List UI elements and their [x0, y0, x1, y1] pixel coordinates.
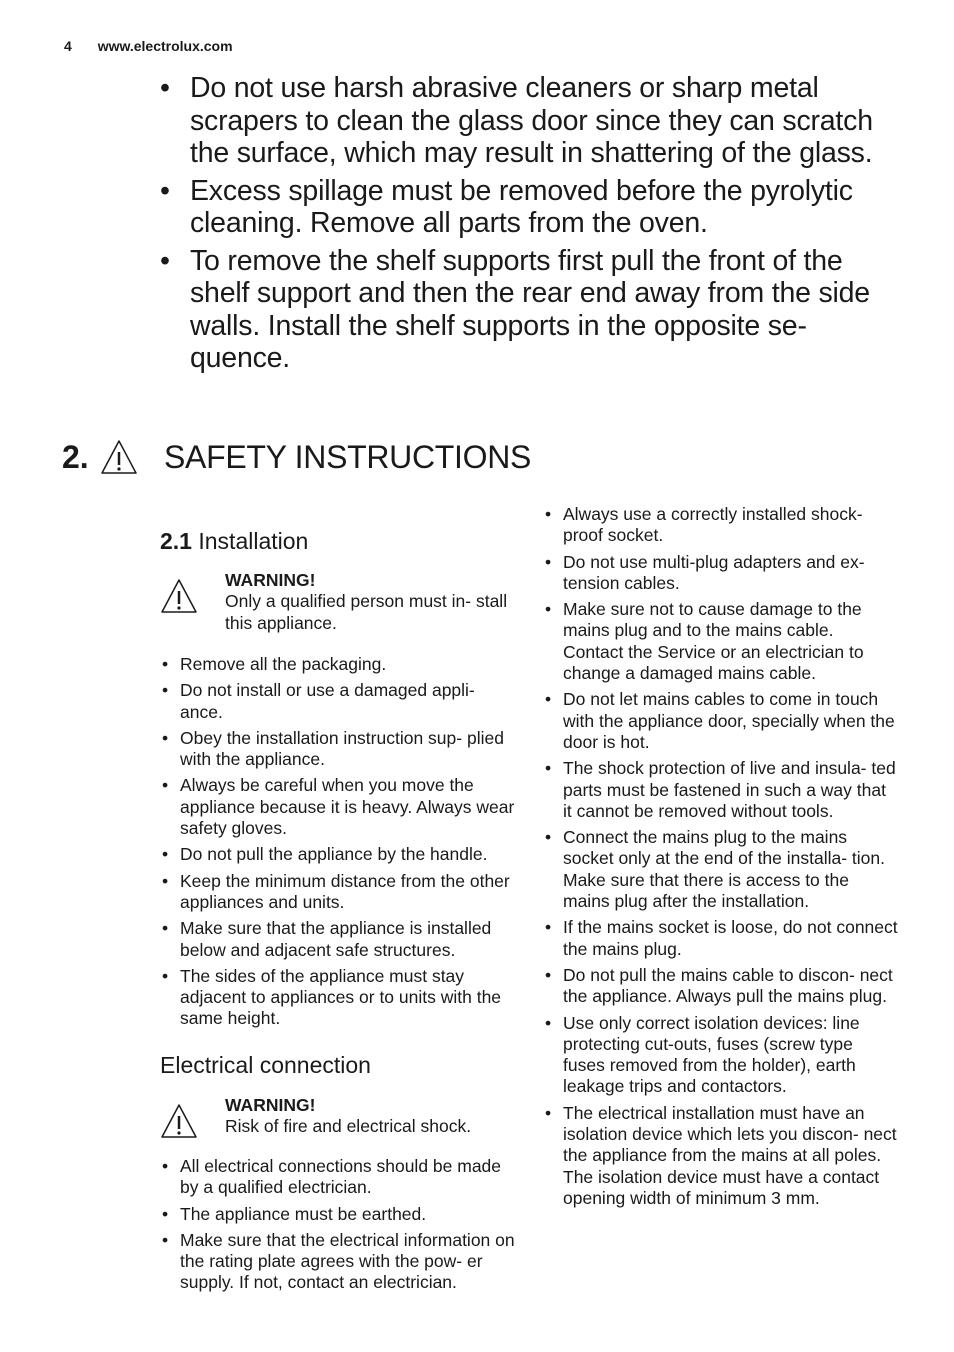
- list-item: • Do not use harsh abrasive cleaners or sharp metal scrapers to clean the glass door since they can scratch the surface, which may result in shattering of the glass.: [160, 72, 900, 170]
- list-item: • Do not pull the appliance by the handle.: [160, 844, 520, 865]
- list-item: • The sides of the appliance must stay adjacent to appliances or to units with the same height.: [160, 966, 520, 1030]
- list-item: • The shock protection of live and insula- ted parts must be fastened in such a way that it cannot be removed without tools.: [543, 758, 898, 822]
- list-item: • Do not let mains cables to come in touch with the appliance door, specially when the door is hot.: [543, 689, 898, 753]
- subsection-title: Installation: [198, 528, 309, 554]
- list-item: • Keep the minimum distance from the other appliances and units.: [160, 871, 520, 914]
- list-item: • Remove all the packaging.: [160, 654, 520, 675]
- list-item: • Always be careful when you move the appliance because it is heavy. Always wear safety gloves.: [160, 775, 520, 839]
- list-item: • If the mains socket is loose, do not connect the mains plug.: [543, 917, 898, 960]
- list-item: • The appliance must be earthed.: [160, 1204, 520, 1225]
- list-item: • Make sure that the appliance is installed below and adjacent safe structures.: [160, 918, 520, 961]
- installation-heading: [160, 528, 308, 555]
- list-item: • Do not pull the mains cable to discon- nect the appliance. Always pull the mains plug.: [543, 965, 898, 1008]
- list-item: • Always use a correctly installed shock- proof socket.: [543, 504, 898, 547]
- page-number: 4: [64, 38, 72, 54]
- list-item: • Connect the mains plug to the mains socket only at the end of the installa- tion. Make sure that there is access to the mains plug after the installation.: [543, 827, 898, 912]
- list-item: • All electrical connections should be made by a qualified electrician.: [160, 1156, 520, 1199]
- electrical-heading: Electrical connection: [160, 1052, 371, 1078]
- section-heading: [62, 432, 531, 482]
- electrical-bullets-continued: [543, 504, 898, 1214]
- list-item: • Do not install or use a damaged appli- ance.: [160, 680, 520, 723]
- list-item: • The electrical installation must have an isolation device which lets you discon- nect the appliance from the mains at all poles. The isolation device must have a contact opening width of minimum 3 mm.: [543, 1103, 898, 1209]
- warning-title: WARNING!: [225, 570, 316, 590]
- warning-text: Risk of fire and electrical shock.: [225, 1116, 472, 1136]
- electrical-bullets: [160, 1156, 520, 1299]
- list-item: • Obey the installation instruction sup- plied with the appliance.: [160, 728, 520, 771]
- list-item: • Use only correct isolation devices: line protecting cut-outs, fuses (screw type fuses removed from the holder), earth leakage trips and contactors.: [543, 1013, 898, 1098]
- page-header: [64, 38, 233, 54]
- warning-triangle-icon: [100, 439, 138, 475]
- list-item: • Make sure that the electrical information on the rating plate agrees with the pow- er supply. If not, contact an electrician.: [160, 1230, 520, 1294]
- subsection-number: 2.1: [160, 528, 192, 554]
- warning-title: WARNING!: [225, 1095, 316, 1115]
- warning-triangle-icon: [160, 1103, 198, 1139]
- section-title: SAFETY INSTRUCTIONS: [164, 438, 532, 475]
- site-url: www.electrolux.com: [97, 38, 233, 54]
- warning-triangle-icon: [160, 578, 198, 614]
- list-item: • Do not use multi-plug adapters and ex- tension cables.: [543, 552, 898, 595]
- cleaning-bullets: [160, 72, 900, 380]
- installation-bullets: [160, 654, 520, 1035]
- list-item: • To remove the shelf supports first pull the front of the shelf support and then the rear end away from the side walls. Install the shelf supports in the opposite se- quence.: [160, 245, 900, 375]
- list-item: • Make sure not to cause damage to the mains plug and to the mains cable. Contact the Service or an electrician to change a damaged mains cable.: [543, 599, 898, 684]
- warning-text: Only a qualified person must in- stall this appliance.: [225, 591, 508, 633]
- list-item: • Excess spillage must be removed before the pyrolytic cleaning. Remove all parts from the oven.: [160, 175, 900, 240]
- section-number: 2.: [62, 438, 89, 475]
